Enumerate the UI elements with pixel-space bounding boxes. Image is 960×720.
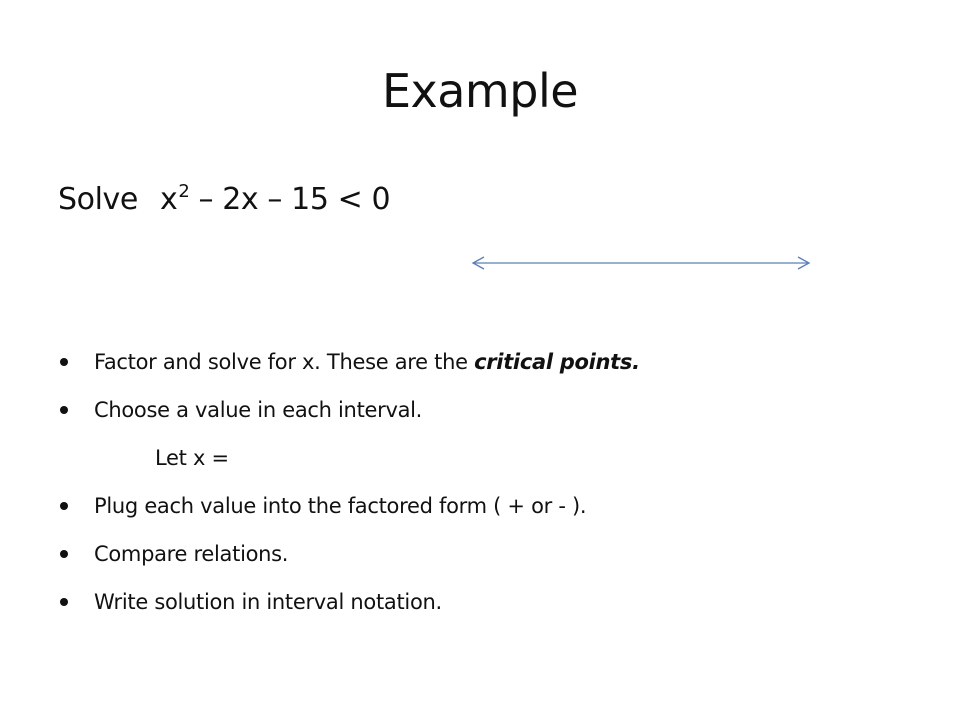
step-text: Factor and solve for x. These are the: [94, 350, 475, 374]
step-text: Compare relations.: [94, 542, 289, 566]
problem-statement: [58, 176, 390, 228]
bullet-icon: [60, 550, 68, 558]
list-item: [58, 484, 938, 532]
step-text: Let x =: [155, 446, 229, 470]
list-item: [58, 580, 938, 628]
steps-list: [58, 340, 938, 628]
problem-expression: – 2x – 15 < 0: [189, 182, 391, 217]
problem-label: Solve: [58, 182, 138, 217]
step-emphasis: critical points.: [474, 350, 640, 374]
list-item: [58, 532, 938, 580]
list-item: [58, 340, 938, 388]
slide-title: Example: [381, 64, 579, 118]
problem-variable: x: [159, 182, 178, 217]
list-item: [58, 388, 938, 436]
bullet-icon: [60, 406, 68, 414]
step-text: Write solution in interval notation.: [94, 590, 442, 614]
bullet-icon: [60, 598, 68, 606]
list-item-subline: [58, 436, 938, 484]
step-text: Plug each value into the factored form ( + or - ).: [94, 494, 587, 518]
bullet-icon: [60, 358, 68, 366]
step-text: Choose a value in each interval.: [94, 398, 423, 422]
problem-exponent: 2: [178, 181, 190, 202]
bullet-icon: [60, 502, 68, 510]
number-line: [470, 254, 812, 272]
